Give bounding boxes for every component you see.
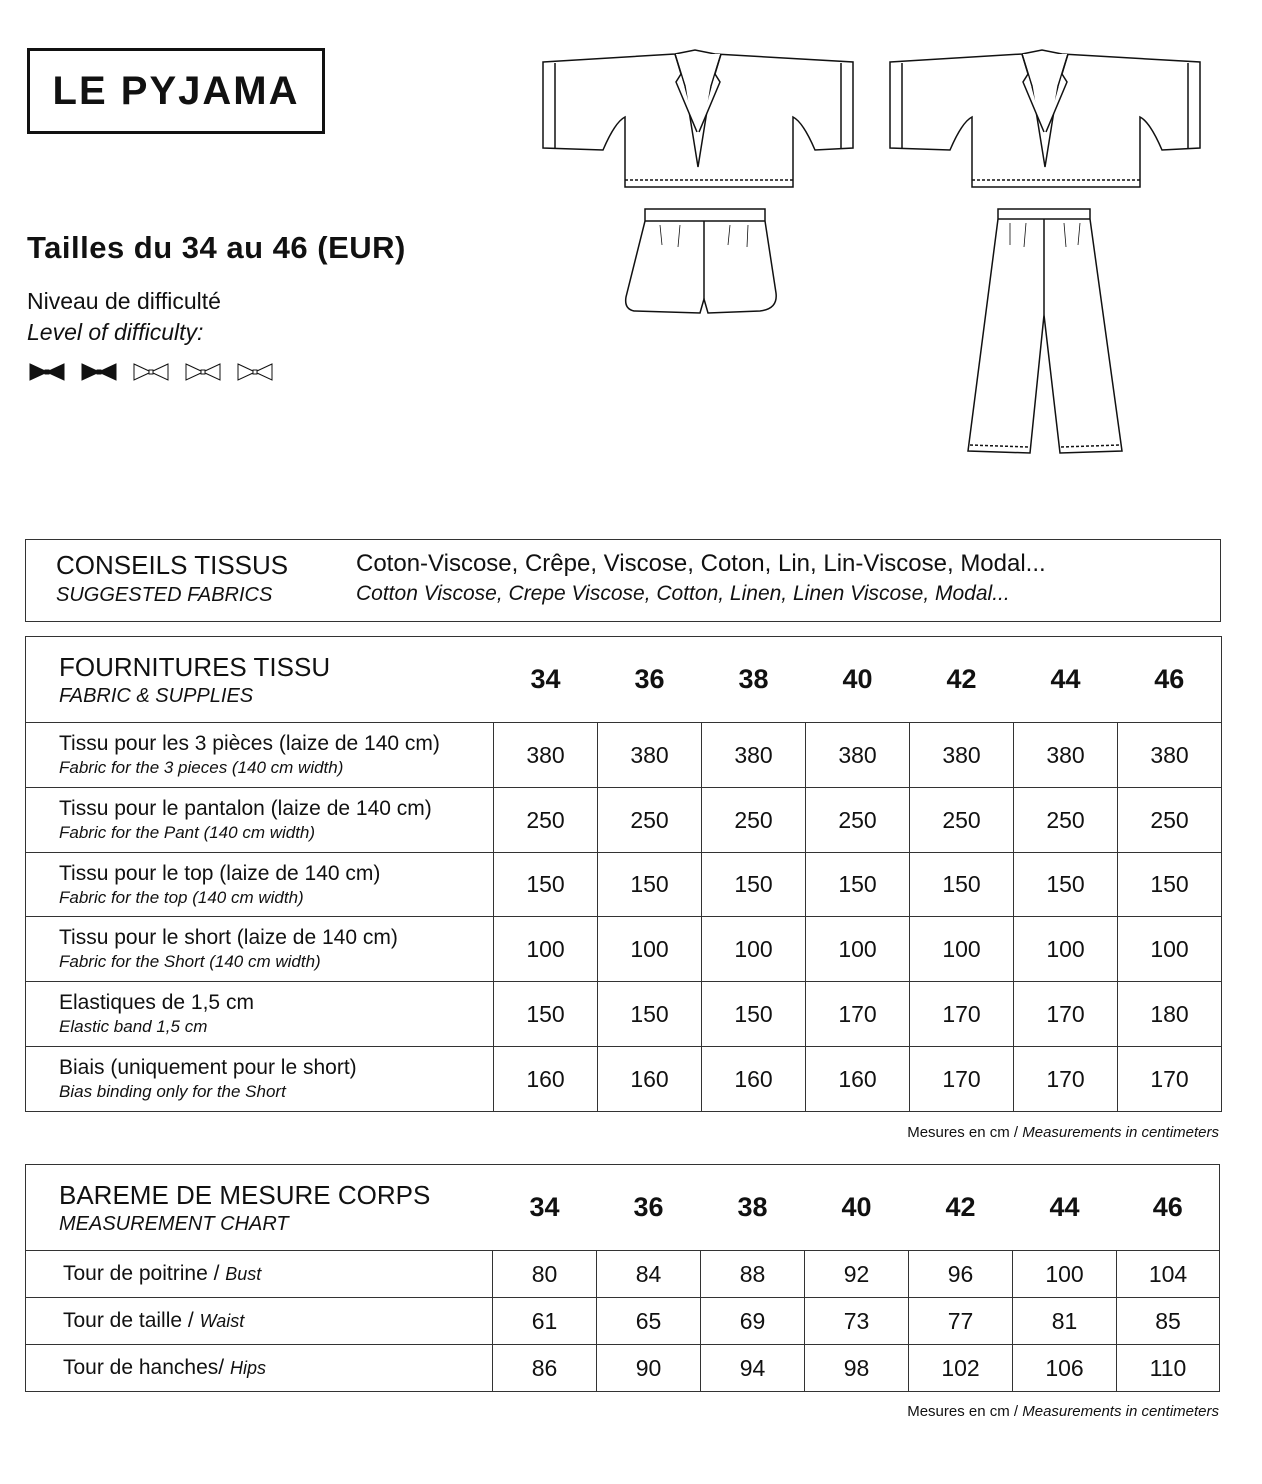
measurement-row [26,1298,1220,1345]
suggested-fabrics-box [25,539,1221,622]
supplies-value-cell: 100 [598,917,702,982]
measurement-row-label-fr: Tour de taille / [63,1309,200,1332]
bow-tie-outline-icon [131,360,171,384]
supplies-value-cell: 170 [910,1047,1014,1112]
measurement-row-label-en: Waist [199,1311,245,1331]
supplies-value-cell: 100 [494,917,598,982]
measurement-value-cell: 73 [805,1298,909,1345]
supplies-value-cell: 380 [1014,723,1118,788]
suggested-fabrics-value-en: Cotton Viscose, Crepe Viscose, Cotton, Linen, Linen Viscose, Modal... [356,582,1010,605]
supplies-value-cell: 160 [494,1047,598,1112]
supplies-value-cell: 150 [494,853,598,917]
measurement-value-cell: 61 [493,1298,597,1345]
supplies-row-label-fr: Tissu pour le top (laize de 140 cm) [59,861,381,885]
bow-tie-outline-icon [235,360,275,384]
title-box [27,48,325,134]
measurement-value-cell: 96 [909,1251,1013,1298]
supplies-value-cell: 150 [1014,853,1118,917]
supplies-header-row [26,637,1222,723]
pyjama-shirt-illustration-left [535,42,865,202]
measurement-header-row [26,1165,1220,1251]
supplies-header-fr: FOURNITURES TISSU [59,651,331,682]
measurement-table [25,1164,1220,1392]
supplies-value-cell: 150 [702,982,806,1047]
supplies-value-cell: 100 [806,917,910,982]
suggested-fabrics-label-fr: CONSEILS TISSUS [56,550,289,580]
supplies-value-cell: 380 [494,723,598,788]
measurement-row-label-en: Bust [225,1264,262,1284]
measurement-value-cell: 110 [1117,1345,1220,1392]
measurement-value-cell: 90 [597,1345,701,1392]
measurement-row-label [26,1298,493,1345]
size-header: 40 [806,637,910,723]
supplies-row-label-fr: Tissu pour les 3 pièces (laize de 140 cm) [59,732,440,755]
supplies-table [25,636,1222,1112]
measurement-value-cell: 106 [1013,1345,1117,1392]
size-header: 46 [1117,1165,1220,1251]
size-header: 42 [910,637,1014,723]
size-header: 38 [701,1165,805,1251]
supplies-value-cell: 150 [806,853,910,917]
supplies-value-cell: 170 [806,982,910,1047]
pants-illustration [960,205,1135,460]
measurement-row [26,1251,1220,1298]
size-header: 34 [493,1165,597,1251]
measurement-value-cell: 102 [909,1345,1013,1392]
supplies-row [26,723,1222,788]
supplies-row-label-en: Elastic band 1,5 cm [59,1017,208,1036]
supplies-row-label-en: Fabric for the top (140 cm width) [59,887,304,907]
supplies-unit-note [907,1124,1219,1141]
supplies-row-label-fr: Elastiques de 1,5 cm [59,991,254,1014]
size-header: 38 [702,637,806,723]
supplies-row-label-en: Fabric for the 3 pieces (140 cm width) [59,758,344,777]
supplies-row-label-fr: Tissu pour le pantalon (laize de 140 cm) [59,797,432,820]
measurement-value-cell: 84 [597,1251,701,1298]
difficulty-rating [27,360,275,384]
supplies-value-cell: 250 [910,788,1014,853]
supplies-row [26,917,1222,982]
supplies-value-cell: 150 [702,853,806,917]
supplies-value-cell: 100 [910,917,1014,982]
supplies-row-label [26,982,494,1047]
supplies-row-label-en: Bias binding only for the Short [59,1082,286,1101]
measurement-value-cell: 100 [1013,1251,1117,1298]
supplies-value-cell: 380 [1118,723,1222,788]
supplies-value-cell: 180 [1118,982,1222,1047]
supplies-row [26,1047,1222,1112]
size-header: 40 [805,1165,909,1251]
bow-tie-filled-icon [27,360,67,384]
measurement-value-cell: 80 [493,1251,597,1298]
supplies-note-en: Measurements in centimeters [1022,1124,1219,1141]
supplies-value-cell: 150 [598,982,702,1047]
supplies-value-cell: 150 [598,853,702,917]
size-header: 42 [909,1165,1013,1251]
size-header: 44 [1013,1165,1117,1251]
measurement-value-cell: 88 [701,1251,805,1298]
size-header: 36 [597,1165,701,1251]
suggested-fabrics-label-en: SUGGESTED FABRICS [56,584,273,606]
supplies-row-label-fr: Tissu pour le short (laize de 140 cm) [59,926,398,949]
supplies-value-cell: 380 [806,723,910,788]
measurement-header-fr: BAREME DE MESURE CORPS [59,1179,431,1210]
size-header: 36 [598,637,702,723]
supplies-row-label-en: Fabric for the Pant (140 cm width) [59,823,316,842]
measurement-value-cell: 104 [1117,1251,1220,1298]
size-header: 46 [1118,637,1222,723]
supplies-row-label-en: Fabric for the Short (140 cm width) [59,952,321,971]
measurement-row [26,1345,1220,1392]
supplies-note-fr: Mesures en cm / [907,1124,1023,1141]
supplies-value-cell: 100 [1118,917,1222,982]
measurement-value-cell: 86 [493,1345,597,1392]
supplies-value-cell: 250 [702,788,806,853]
size-header: 34 [494,637,598,723]
pyjama-shirt-illustration-right [882,42,1212,202]
measurement-value-cell: 94 [701,1345,805,1392]
supplies-value-cell: 250 [494,788,598,853]
supplies-row [26,982,1222,1047]
supplies-value-cell: 100 [702,917,806,982]
supplies-value-cell: 150 [494,982,598,1047]
measurement-header-en: MEASUREMENT CHART [59,1212,289,1235]
measurement-unit-note [907,1403,1219,1420]
supplies-value-cell: 150 [910,853,1014,917]
difficulty-label-en: Level of difficulty: [27,319,204,345]
supplies-value-cell: 250 [1118,788,1222,853]
supplies-value-cell: 380 [702,723,806,788]
supplies-row-label [26,723,494,788]
supplies-value-cell: 170 [1014,1047,1118,1112]
measurement-value-cell: 65 [597,1298,701,1345]
supplies-value-cell: 170 [910,982,1014,1047]
supplies-header-en: FABRIC & SUPPLIES [59,684,254,707]
supplies-value-cell: 250 [598,788,702,853]
supplies-value-cell: 160 [598,1047,702,1112]
supplies-value-cell: 100 [1014,917,1118,982]
supplies-value-cell: 160 [806,1047,910,1112]
measurement-row-label-en: Hips [229,1358,266,1378]
measurement-value-cell: 81 [1013,1298,1117,1345]
supplies-value-cell: 380 [910,723,1014,788]
suggested-fabrics-value-fr: Coton-Viscose, Crêpe, Viscose, Coton, Lin, Lin-Viscose, Modal... [356,550,1046,577]
supplies-value-cell: 170 [1014,982,1118,1047]
measurement-header [26,1165,493,1251]
measurement-value-cell: 92 [805,1251,909,1298]
size-header: 44 [1014,637,1118,723]
measurement-row-label [26,1251,493,1298]
supplies-row-label [26,1047,494,1112]
supplies-header [26,637,494,723]
page-title: LE PYJAMA [52,68,300,113]
measurement-value-cell: 77 [909,1298,1013,1345]
difficulty-label-fr: Niveau de difficulté [27,288,221,314]
supplies-row-label-fr: Biais (uniquement pour le short) [59,1056,357,1079]
measurement-row-label [26,1345,493,1392]
supplies-value-cell: 150 [1118,853,1222,917]
supplies-value-cell: 250 [806,788,910,853]
measurement-row-label-fr: Tour de hanches/ [63,1356,230,1379]
measurement-value-cell: 69 [701,1298,805,1345]
supplies-row [26,788,1222,853]
supplies-value-cell: 170 [1118,1047,1222,1112]
bow-tie-filled-icon [79,360,119,384]
measurement-row-label-fr: Tour de poitrine / [63,1262,226,1285]
supplies-row [26,853,1222,917]
measurement-note-en: Measurements in centimeters [1022,1403,1219,1420]
supplies-row-label [26,853,494,917]
supplies-row-label [26,917,494,982]
supplies-row-label [26,788,494,853]
supplies-value-cell: 250 [1014,788,1118,853]
measurement-value-cell: 98 [805,1345,909,1392]
supplies-value-cell: 380 [598,723,702,788]
shorts-illustration [620,205,790,320]
measurement-value-cell: 85 [1117,1298,1220,1345]
sizes-heading: Tailles du 34 au 46 (EUR) [27,230,406,265]
supplies-value-cell: 160 [702,1047,806,1112]
bow-tie-outline-icon [183,360,223,384]
measurement-note-fr: Mesures en cm / [907,1403,1023,1420]
